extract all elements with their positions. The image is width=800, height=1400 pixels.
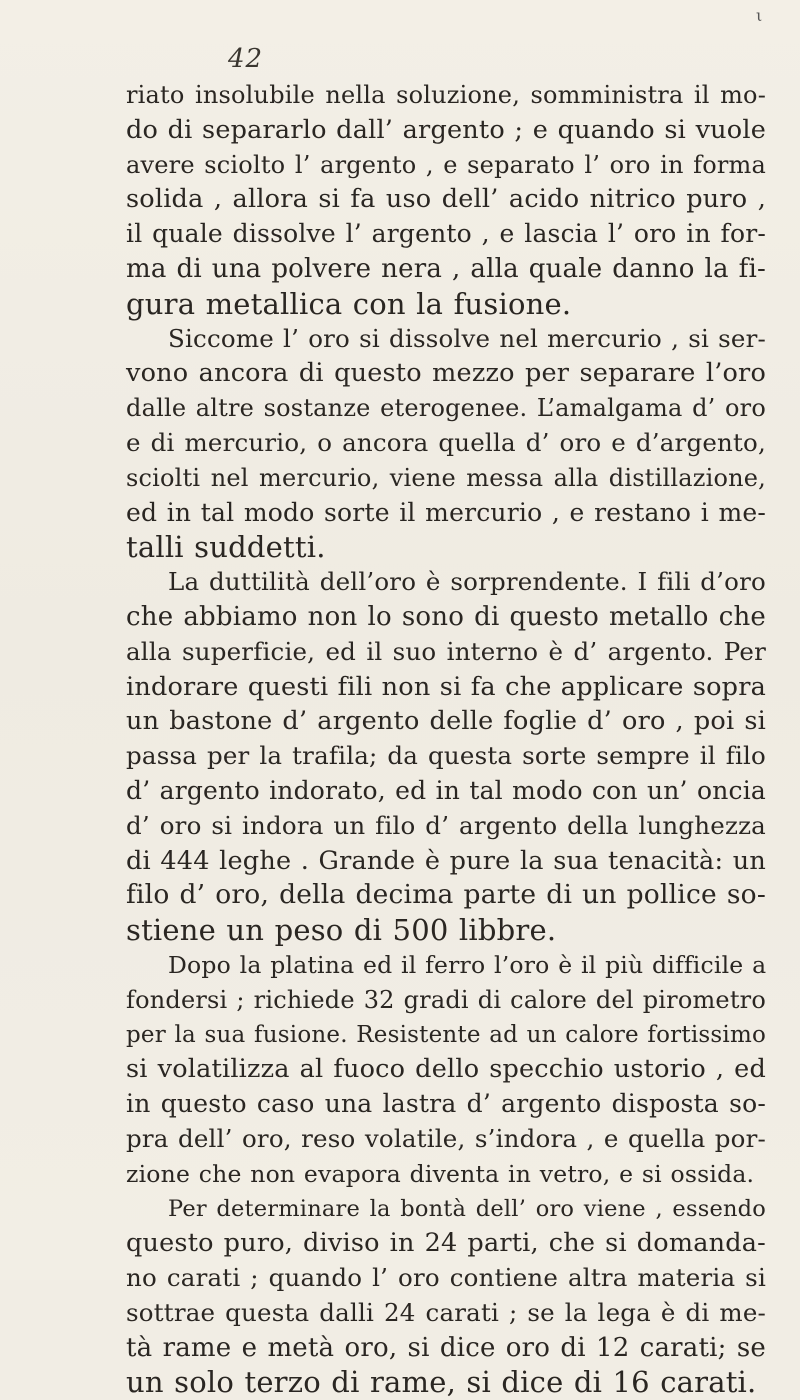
paragraph [126, 948, 766, 1192]
corner-mark: ι [756, 6, 762, 25]
text-line: sottrae questa dalli 24 carati ; se la lega è di me- [126, 1296, 766, 1331]
page-number: 42 [228, 44, 263, 74]
text-line: fondersi ; richiede 32 gradi di calore del pirometro [126, 983, 766, 1018]
text-line: filo d’ oro, della decima parte di un pollice so- [126, 878, 766, 913]
text-line: Dopo la platina ed il ferro l’oro è il più difficile a [126, 948, 766, 983]
text-line: pra dell’ oro, reso volatile, s’indora , e quella por- [126, 1122, 766, 1157]
text-line: zione che non evapora diventa in vetro, e si ossida. [126, 1157, 766, 1192]
text-line: Siccome l’ oro si dissolve nel mercurio , si ser- [126, 322, 766, 357]
text-line: d’ argento indorato, ed in tal modo con un’ oncia [126, 774, 766, 809]
text-line: un solo terzo di rame, si dice di 16 carati. [126, 1365, 766, 1400]
text-line: dalle altre sostanze eterogenee. L’amalgama d’ oro [126, 391, 766, 426]
text-body [126, 78, 766, 1400]
text-line: alla superficie, ed il suo interno è d’ argento. Per [126, 635, 766, 670]
text-line: gura metallica con la fusione. [126, 287, 766, 322]
text-line: e di mercurio, o ancora quella d’ oro e d’argento, [126, 426, 766, 461]
text-line: d’ oro si indora un filo d’ argento della lunghezza [126, 809, 766, 844]
text-line: Per determinare la bontà dell’ oro viene , essendo [126, 1192, 766, 1227]
text-line: che abbiamo non lo sono di questo metallo che [126, 600, 766, 635]
text-line: avere sciolto l’ argento , e separato l’ oro in forma [126, 148, 766, 183]
paragraph [126, 78, 766, 322]
text-line: riato insolubile nella soluzione, somministra il mo- [126, 78, 766, 113]
text-line: in questo caso una lastra d’ argento disposta so- [126, 1087, 766, 1122]
paragraph [126, 322, 766, 566]
text-line: La duttilità dell’oro è sorprendente. I fili d’oro [126, 565, 766, 600]
text-line: di 444 leghe . Grande è pure la sua tenacità: un [126, 844, 766, 879]
text-line: il quale dissolve l’ argento , e lascia l’ oro in for- [126, 217, 766, 252]
text-line: indorare questi fili non si fa che applicare sopra [126, 670, 766, 705]
text-line: un bastone d’ argento delle foglie d’ oro , poi si [126, 704, 766, 739]
text-line: si volatilizza al fuoco dello specchio ustorio , ed [126, 1052, 766, 1087]
text-line: solida , allora si fa uso dell’ acido nitrico puro , [126, 182, 766, 217]
text-line: ed in tal modo sorte il mercurio , e restano i me- [126, 496, 766, 531]
text-line: questo puro, diviso in 24 parti, che si domanda- [126, 1226, 766, 1261]
text-line: sciolti nel mercurio, viene messa alla distillazione, [126, 461, 766, 496]
text-line: stiene un peso di 500 libbre. [126, 913, 766, 948]
text-line: do di separarlo dall’ argento ; e quando si vuole [126, 113, 766, 148]
text-line: passa per la trafila; da questa sorte sempre il filo [126, 739, 766, 774]
text-line: talli suddetti. [126, 530, 766, 565]
text-line: vono ancora di questo mezzo per separare l’oro [126, 356, 766, 391]
paragraph [126, 565, 766, 948]
text-line: no carati ; quando l’ oro contiene altra materia si [126, 1261, 766, 1296]
text-line: per la sua fusione. Resistente ad un calore fortissimo [126, 1018, 766, 1053]
text-line: tà rame e metà oro, si dice oro di 12 carati; se [126, 1331, 766, 1366]
paragraph [126, 1192, 766, 1400]
text-line: ma di una polvere nera , alla quale danno la fi- [126, 252, 766, 287]
